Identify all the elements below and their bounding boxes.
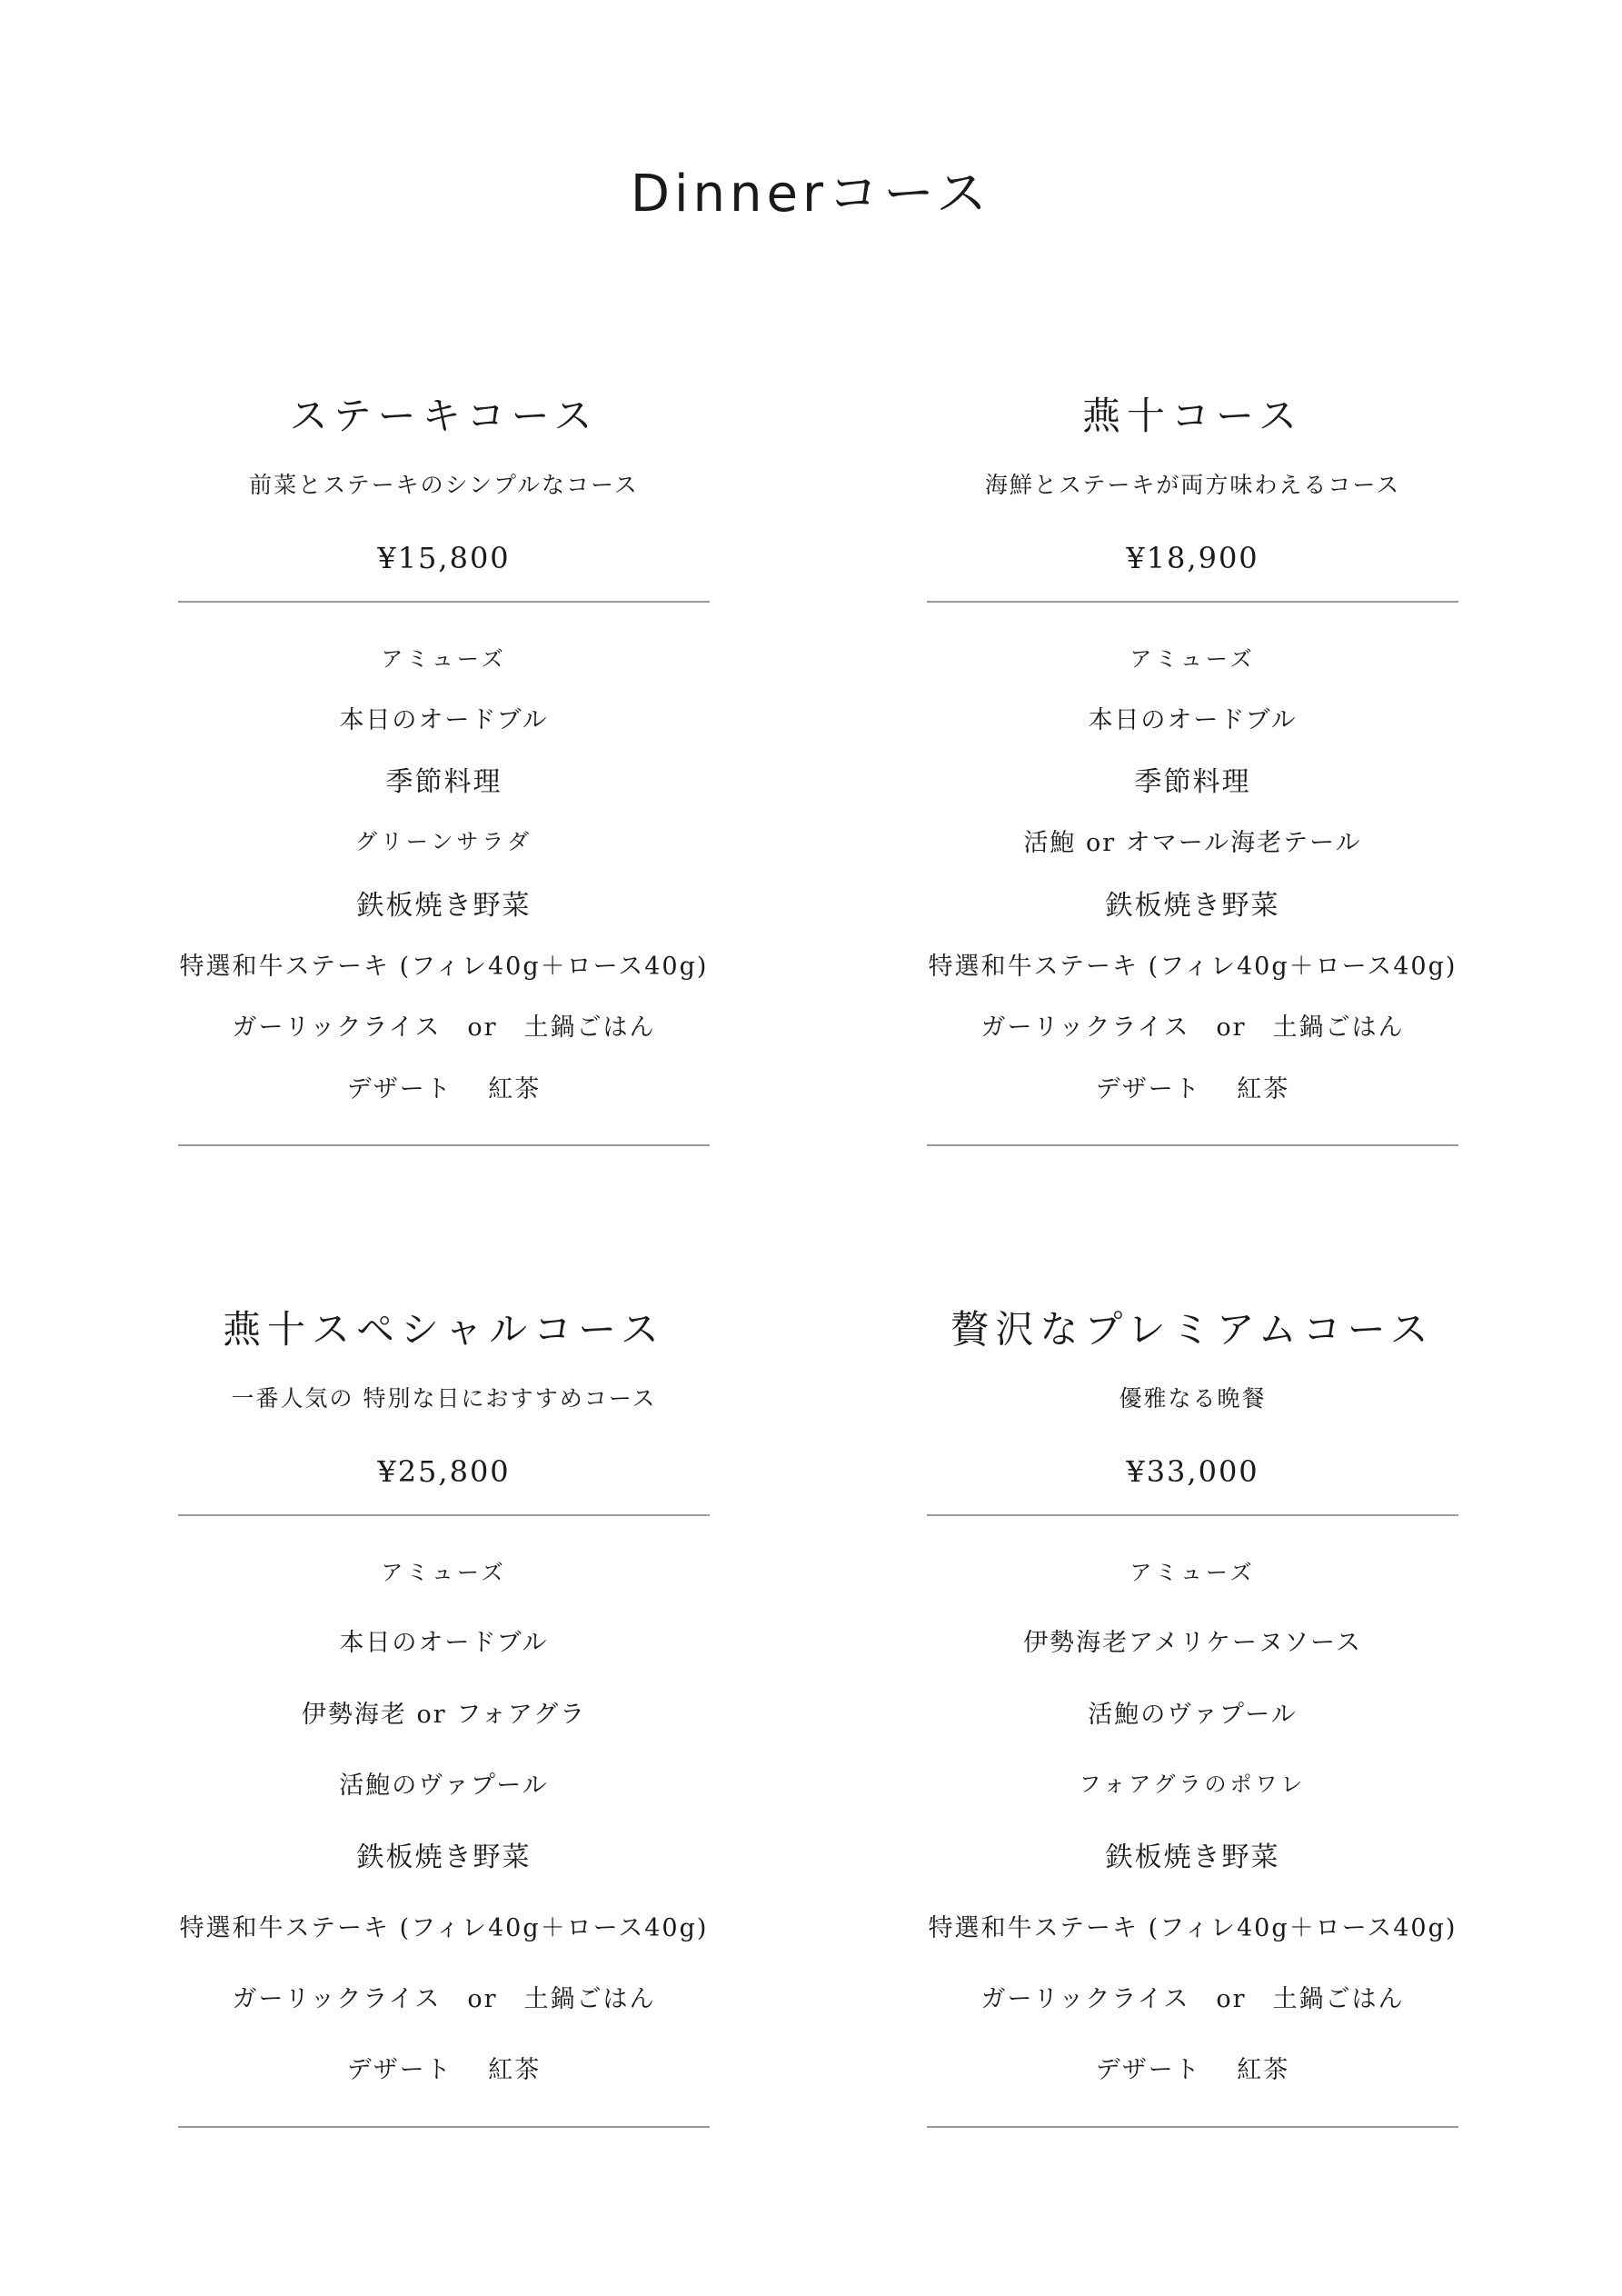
divider-top <box>178 1514 710 1516</box>
menu-item: 伊勢海老アメリケーヌソース <box>1023 1629 1362 1657</box>
menu-item: 活鮑のヴァプール <box>339 1772 549 1800</box>
divider-bottom <box>178 1144 710 1146</box>
menu-item: 鉄板焼き野菜 <box>356 1842 532 1873</box>
menu-item: アミューズ <box>381 646 507 672</box>
menu-item: 活鮑のヴァプール <box>1088 1701 1298 1729</box>
menu-item: ガーリックライス or 土鍋ごはん <box>980 1985 1405 2013</box>
menu-item: 季節料理 <box>1134 766 1251 798</box>
menu-item: 活鮑 or オマール海老テール <box>1023 829 1362 857</box>
menu-item: ガーリックライス or 土鍋ごはん <box>980 1013 1405 1042</box>
menu-item: デザート 紅茶 <box>1095 2056 1290 2084</box>
course-description: 一番人気の 特別な日におすすめコース <box>231 1385 657 1412</box>
menu-item: デザート 紅茶 <box>1095 1075 1290 1103</box>
menu-item: 本日のオードブル <box>339 706 549 734</box>
menu-item: 特選和牛ステーキ (フィレ40g＋ロース40g) <box>928 1914 1458 1942</box>
course-price: ¥15,800 <box>377 541 511 575</box>
menu-item: 鉄板焼き野菜 <box>356 890 532 922</box>
menu-item: 季節料理 <box>385 766 503 798</box>
menu-item: 鉄板焼き野菜 <box>1105 1842 1280 1873</box>
menu-item: 特選和牛ステーキ (フィレ40g＋ロース40g) <box>179 1914 709 1942</box>
course-price: ¥25,800 <box>377 1454 511 1489</box>
menu-item: 伊勢海老 or フォアグラ <box>301 1701 587 1729</box>
divider-bottom <box>927 2126 1458 2128</box>
course-name: 贅沢なプレミアムコース <box>950 1307 1435 1352</box>
course-name: 燕十コース <box>1082 394 1303 438</box>
menu-item: 特選和牛ステーキ (フィレ40g＋ロース40g) <box>179 953 709 981</box>
course-description: 海鮮とステーキが両方味わえるコース <box>984 472 1401 498</box>
course-price: ¥18,900 <box>1126 541 1259 575</box>
menu-item: ガーリックライス or 土鍋ごはん <box>232 1013 656 1042</box>
course-name: 燕十スペシャルコース <box>222 1307 666 1352</box>
menu-item: アミューズ <box>1129 646 1256 672</box>
menu-item: フォアグラのポワレ <box>1079 1772 1307 1797</box>
course-description: 前菜とステーキのシンプルなコース <box>249 472 639 498</box>
menu-item: アミューズ <box>381 1560 507 1585</box>
divider-top <box>927 1514 1458 1516</box>
course-price: ¥33,000 <box>1126 1454 1259 1489</box>
menu-item: 鉄板焼き野菜 <box>1105 890 1280 922</box>
menu-item: ガーリックライス or 土鍋ごはん <box>232 1985 656 2013</box>
course-description: 優雅なる晩餐 <box>1119 1385 1267 1412</box>
menu-item: デザート 紅茶 <box>346 1075 542 1103</box>
page-title: Dinnerコース <box>630 165 992 224</box>
menu-item: グリーンサラダ <box>354 829 533 854</box>
divider-top <box>178 601 710 603</box>
divider-bottom <box>927 1144 1458 1146</box>
menu-item: デザート 紅茶 <box>346 2056 542 2084</box>
menu-item: アミューズ <box>1129 1560 1256 1585</box>
divider-top <box>927 601 1458 603</box>
menu-item: 特選和牛ステーキ (フィレ40g＋ロース40g) <box>928 953 1458 981</box>
divider-bottom <box>178 2126 710 2128</box>
menu-item: 本日のオードブル <box>1088 706 1298 734</box>
menu-item: 本日のオードブル <box>339 1629 549 1657</box>
course-name: ステーキコース <box>289 394 599 438</box>
